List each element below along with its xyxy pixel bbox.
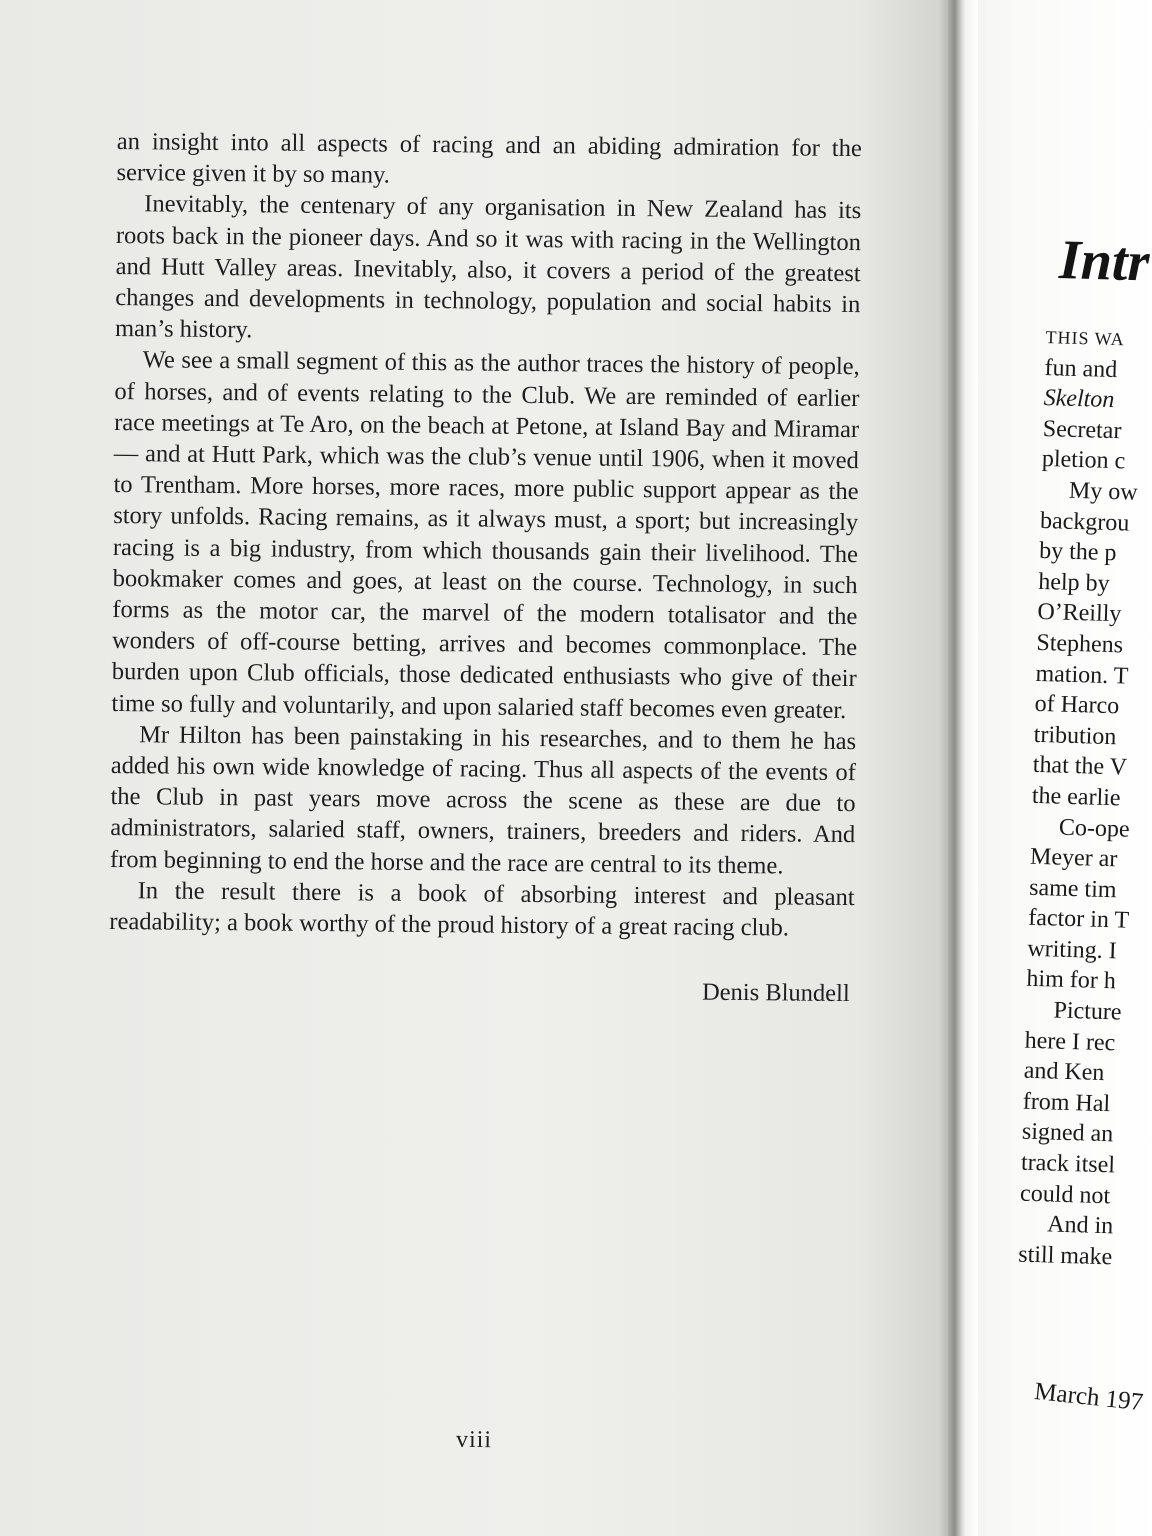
text-line: from Hal: [1022, 1088, 1111, 1118]
text-line: still make: [1017, 1241, 1113, 1271]
text-line: THIS WA: [1045, 326, 1125, 350]
foreword-paragraph-2: Inevitably, the centenary of any organisation in New Zealand has its roots back in the pioneer days. And so it was with racing in the Wellington and Hutt Valley areas. Inevitably, also, it covers a period of the greatest changes and developments in technology, population and social habits in man’s history.: [114, 190, 862, 344]
text-line: Stephens: [1036, 629, 1124, 659]
text-line: same tim: [1028, 874, 1117, 904]
text-line: could not: [1019, 1180, 1111, 1209]
text-line: of Harco: [1034, 690, 1120, 720]
foreword-text: [109, 126, 862, 1010]
text-line: here I rec: [1024, 1027, 1116, 1057]
gutter-shadow: [948, 0, 962, 1536]
text-line: fun and: [1044, 354, 1118, 383]
text-line: and Ken: [1023, 1057, 1105, 1087]
text-line: by the p: [1038, 538, 1117, 567]
text-line: Skelton: [1043, 385, 1115, 414]
text-line: track itsel: [1020, 1149, 1116, 1179]
text-line: And in: [1046, 1211, 1114, 1240]
foreword-paragraph-5: In the result there is a book of absorbing interest and pleasant readability; a book worthy of the proud history of a great racing club.: [109, 877, 855, 942]
text-line: mation. T: [1035, 660, 1129, 690]
foreword-paragraph-4: Mr Hilton has been painstaking in his researches, and to them he has added his own wide knowledge of racing. Thus all aspects of the events of the Club in past years move across the scene as these are due to administrators, salaried staff, owners, trainers, breeders and riders. And from beginning to end the horse and the race are central to its theme.: [109, 721, 857, 880]
chapter-heading: Intr: [1058, 228, 1151, 294]
text-line: factor in T: [1027, 905, 1130, 935]
text-line: Co-ope: [1058, 814, 1131, 843]
text-line: My ow: [1068, 477, 1139, 506]
text-line: Meyer ar: [1029, 843, 1118, 873]
text-line: backgrou: [1039, 507, 1130, 537]
text-line: that the V: [1032, 752, 1128, 781]
text-line: writing. I: [1027, 935, 1118, 965]
page-number: viii: [455, 1426, 493, 1454]
text-line: O’Reilly: [1037, 599, 1122, 628]
foreword-paragraph-1: an insight into all aspects of racing and an abiding admiration for the service given it by so many.: [116, 127, 862, 189]
date-line: March 197: [1033, 1378, 1145, 1417]
text-line: pletion c: [1041, 446, 1126, 475]
signature: Denis Blundell: [701, 978, 850, 1008]
text-line: him for h: [1026, 966, 1117, 995]
text-line: signed an: [1021, 1119, 1114, 1148]
text-line: tribution: [1033, 721, 1117, 750]
text-line: Picture: [1053, 997, 1122, 1026]
foreword-paragraph-3: We see a small segment of this as the author traces the history of people, of horses, and of events relating to the Club. We are reminded of earlier race meetings at Te Aro, on the beach at Petone, at Island Bay and Miramar — and at Hutt Park, which was the club’s venue until 1906, when it moved to Trentham. More horses, more races, more public support appear as the story unfolds. Racing remains, as it always must, a sport; but increasingly racing is a big industry, from which thousands gain their livelihood. The bookmaker comes and goes, at least on the course. Technology, in such forms as the motor car, the marvel of the modern totalisator and the wonders of off-course betting, arrives and becomes commonplace. The burden upon Club officials, those dedicated enthusiasts who give of their time so fully and voluntarily, and upon salaried staff becomes even greater.: [111, 346, 860, 724]
text-line: the earlie: [1031, 782, 1121, 812]
text-line: help by: [1037, 568, 1110, 597]
text-line: Secretar: [1042, 415, 1122, 445]
